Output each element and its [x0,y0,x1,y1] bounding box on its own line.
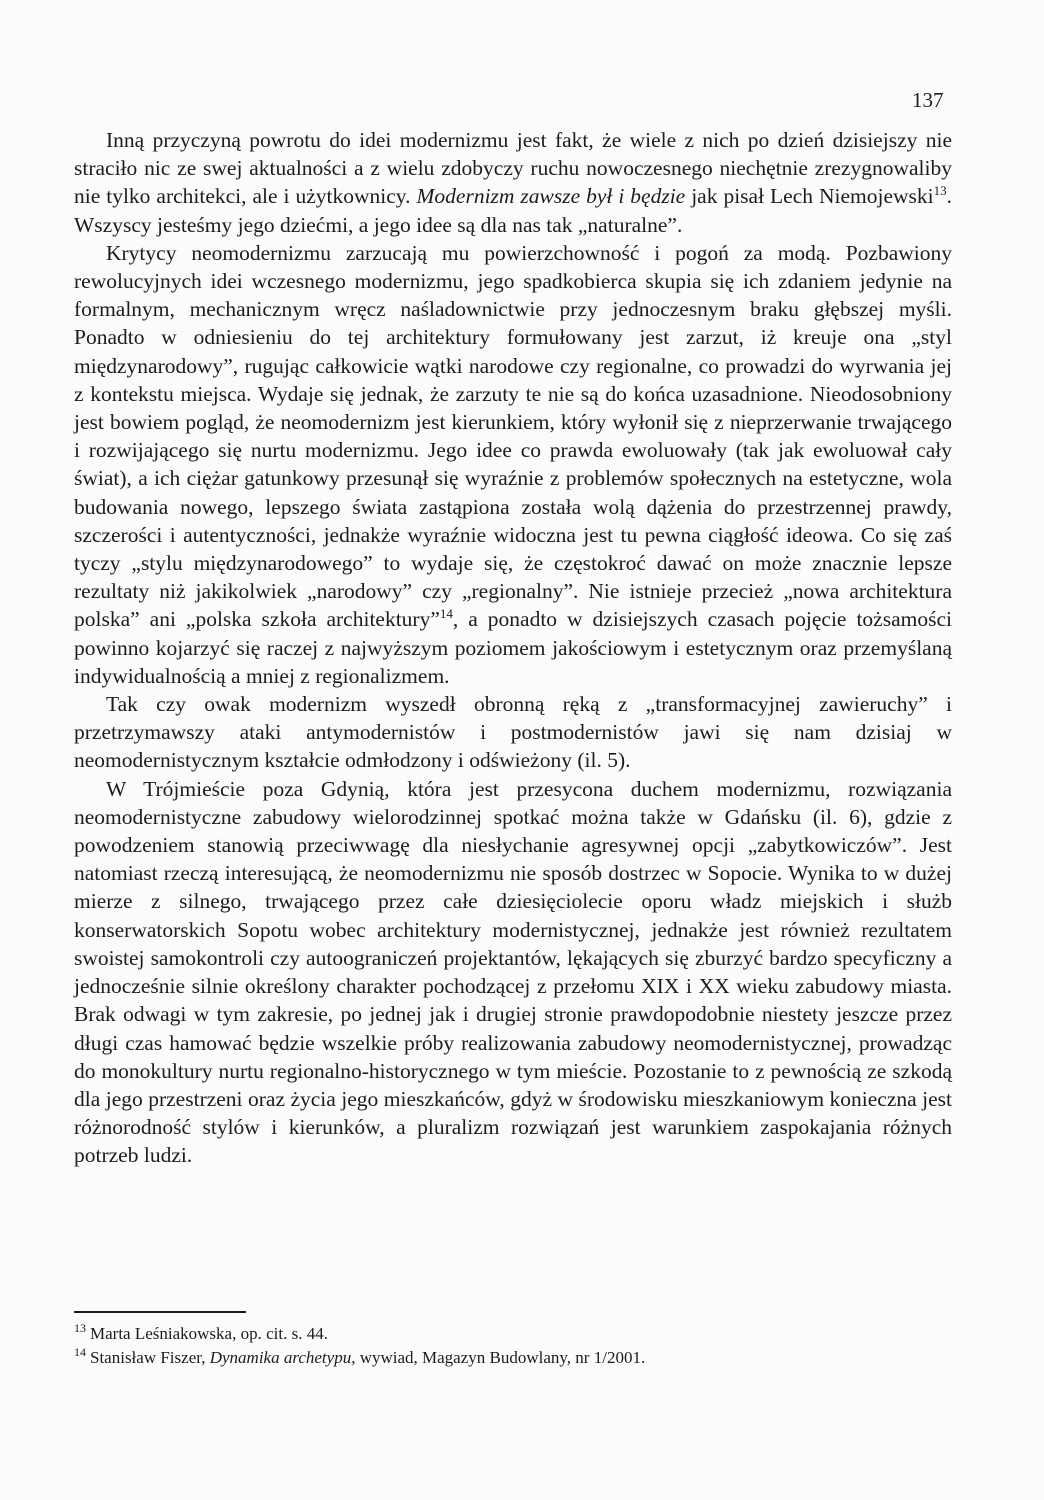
paragraph: Krytycy neomodernizmu zarzucają mu powierzchowność i pogoń za modą. Pozbawiony rewolucyjnych idei wczesnego modernizmu, jego spadkobierca skupia się ich zdaniem jedynie na formalnym, mechanicznym wręcz naśladownictwie przy jednoczesnym braku głębszej myśli. Ponadto w odniesieniu do tej architektury formułowany jest zarzut, iż kreuje ona „styl międzynarodowy”, rugując całkowicie wątki narodowe czy regionalne, co prowadzi do wyrwania jej z kontekstu miejsca. Wydaje się jednak, że zarzuty te nie są do końca uzasadnione. Nieodosobniony jest bowiem pogląd, że neomodernizm jest kierunkiem, który wyłonił się z nieprzerwanie trwającego i rozwijającego się nurtu modernizmu. Jego idee co prawda ewoluowały (tak jak ewoluował cały świat), a ich ciężar gatunkowy przesunął się wyraźnie z problemów społecznych na estetyczne, wola budowania nowego, lepszego świata zastąpiona została wolą dążenia do przestrzennej prawdy, szczerości i autentyczności, jednakże wyraźnie widoczna jest tu pewna ciągłość ideowa. Co się zaś tyczy „stylu międzynarodowego” to wydaje się, że częstokroć dawać on może znacznie lepsze rezultaty niż jakikolwiek „narodowy” czy „regionalny”. Nie istnieje przecież „nowa architektura polska” ani „polska szkoła architektury”$^{14}$, a ponadto w dzisiejszych czasach pojęcie tożsamości powinno kojarzyć się raczej z najwyższym poziomem jakościowym i estetycznym oraz przemyślaną indywidualnością a mniej z regionalizmem. [74,240,952,688]
footnote-number: 13 [74,1321,86,1336]
paragraph: W Trójmieście poza Gdynią, która jest przesycona duchem modernizmu, rozwiązania neomodernistyczne zabudowy wielorodzinnej spotkać można także w Gdańsku (il. 6), gdzie z powodzeniem stanowią przeciwwagę dla niesłychanie agresywnej opcji „zabytkowiczów”. Jest natomiast rzeczą interesującą, że neomodernizmu nie sposób dostrzec w Sopocie. Wynika to w dużej mierze z silnego, trwającego przez całe dziesięciolecie oporu władz miejskich i służb konserwatorskich Sopotu wobec architektury modernistycznej, jednakże jest również rezultatem swoistej samokontroli czy autoograniczeń projektantów, lękających się zburzyć bardzo specyficzny a jednocześnie silnie określony charakter pochodzącej z przełomu XIX i XX wieku zabudowy miasta. Brak odwagi w tym zakresie, po jednej jak i drugiej stronie prawdopodobnie niestety jeszcze przez długi czas hamować będzie wszelkie próby realizowania zabudowy neomodernistycznej, prowadząc do monokultury nurtu regionalno-historycznego w tym mieście. Pozostanie to z pewnością ze szkodą dla jego przestrzeni oraz życia jego mieszkańców, gdyż w środowisku mieszkaniowym konieczna jest różnorodność stylów i kierunków, a pluralizm rozwiązań jest warunkiem zaspokajania różnych potrzeb ludzi. [74,776,952,1168]
footnote-divider [74,1311,246,1313]
footnote: $^{14}$ Stanisław Fiszer, Dynamika archetypu, wywiad, Magazyn Budowlany, nr 1/2001. [74,1345,646,1367]
footnote: $^{13}$ Marta Leśniakowska, op. cit. s. 44. [74,1321,328,1343]
footnote-number: 14 [74,1345,86,1360]
footnote-ref: 14 [439,606,453,622]
footnotes [74,1322,954,1370]
footnote-ref: 13 [933,183,947,199]
body-text [74,126,952,1170]
paragraph: Tak czy owak modernizm wyszedł obronną ręką z „transformacyjnej zawieruchy” i przetrzymawszy ataki antymodernistów i postmodernistów jawi się nam dzisiaj w neomodernistycznym kształcie odmłodzony i odświeżony (il. 5). [74,692,952,773]
italic-quote: Modernizm zawsze był i będzie [416,184,686,209]
paragraph: Inną przyczyną powrotu do idei modernizmu jest fakt, że wiele z nich po dzień dzisiejszy nie straciło nic ze swej aktualności a z wielu zdobyczy ruchu nowoczesnego niechętnie zrezygnowaliby nie tylko architekci, ale i użytkownicy. Modernizm zawsze był i będzie jak pisał Lech Niemojewski$^{13}$. Wszyscy jesteśmy jego dziećmi, a jego idee są dla nas tak „naturalne”. [74,128,952,237]
page-number: 137 [912,88,944,112]
italic-title: Dynamika archetypu [209,1348,352,1367]
